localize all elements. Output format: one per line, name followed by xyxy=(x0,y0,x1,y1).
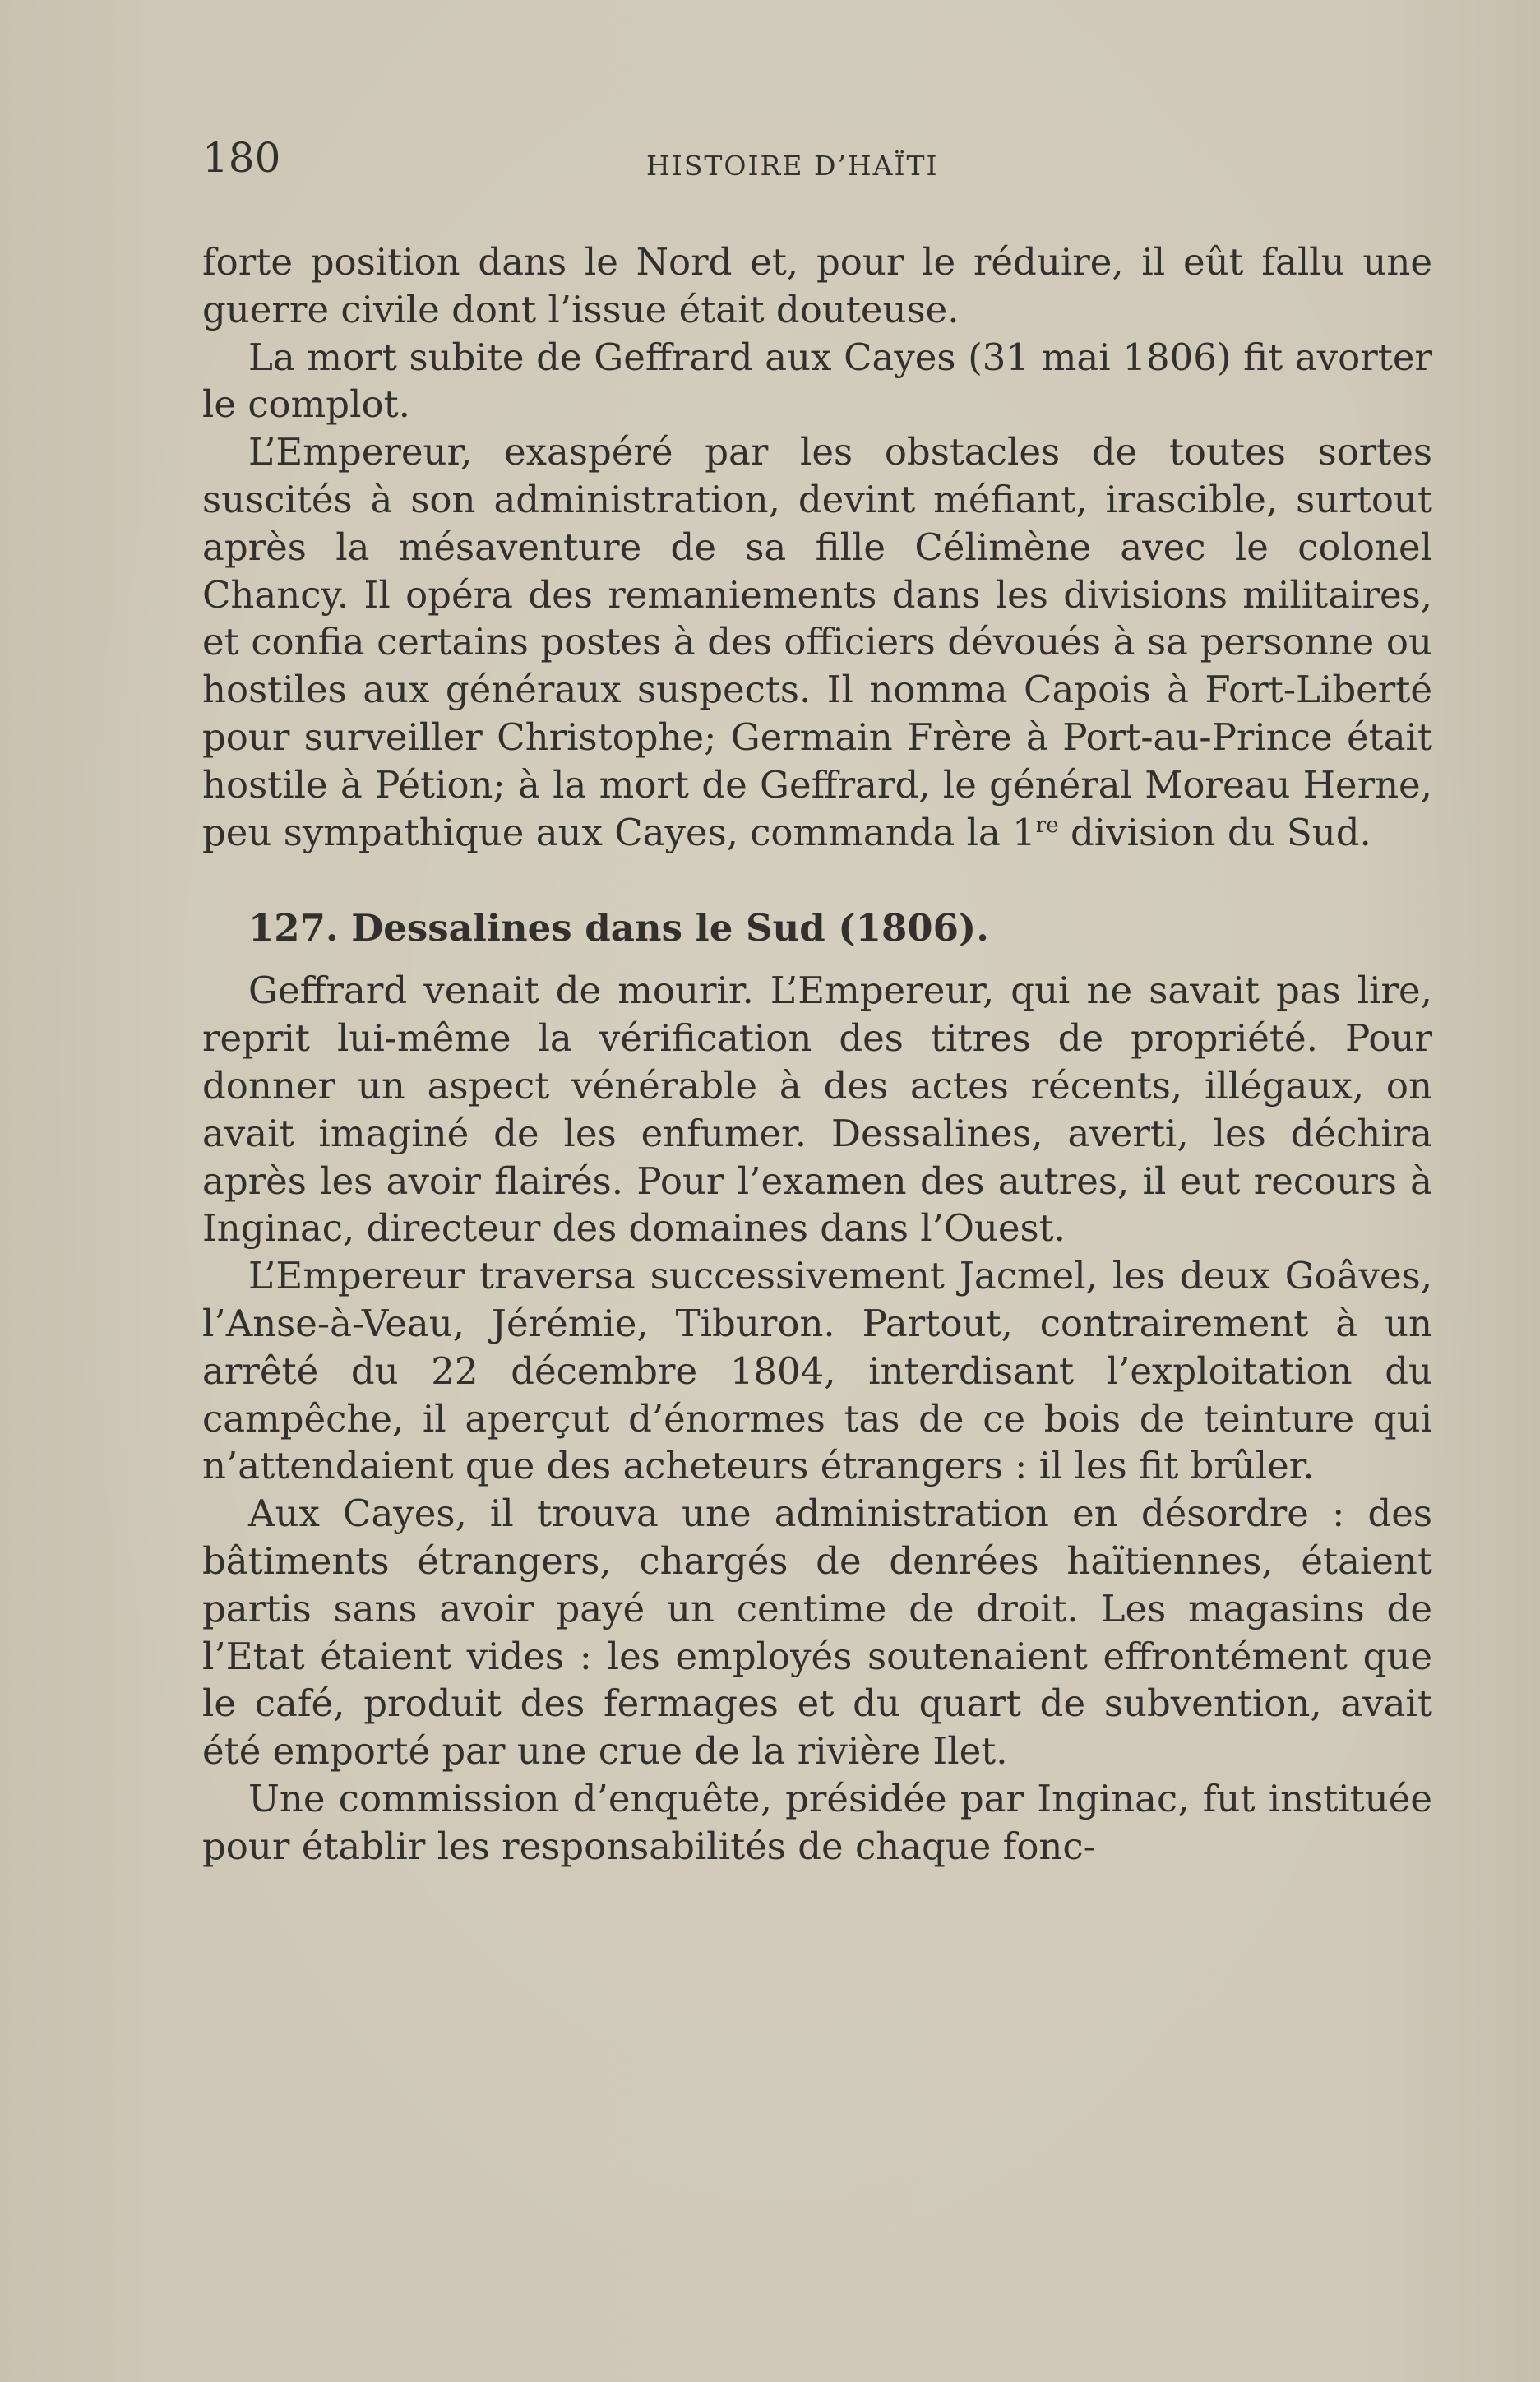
body-text xyxy=(202,238,1432,1871)
paragraph-3 xyxy=(202,428,1432,856)
page-header xyxy=(202,125,1436,191)
paragraph-2: La mort subite de Geffrard aux Cayes (31 mai 1806) fit avorter le complot. xyxy=(202,335,1432,427)
paragraph-5: L’Empereur traversa successivement Jacmel, les deux Goâves, l’Anse-à-Veau, Jérémie, Tiburon. Partout, contrairement à un arrêté du 22 décembre 1804, interdisant l’exploitation du campêche, il aperçut d’énormes tas de ce bois de teinture qui n’attendaient que des acheteurs étrangers : il les fit brûler. xyxy=(202,1254,1432,1488)
paragraph-7: Une commission d’enquête, présidée par Inginac, fut instituée pour établir les responsabilités de chaque fonc- xyxy=(202,1776,1432,1868)
paragraph-1: forte position dans le Nord et, pour le réduire, il eût fallu une guerre civile dont l’issue était douteuse. xyxy=(202,240,1432,331)
division-ordinal-suffix: re xyxy=(1035,812,1059,838)
paragraph-3-text: L’Empereur, exaspéré par les obstacles de toutes sortes suscités à son administration, devint méfiant, irascible, surtout après la mésaventure de sa fille Célimène avec le colonel Chancy. Il opéra des remaniements dans les divisions militaires, et confia certains postes à des officiers dévoués à sa personne ou hostiles aux généraux suspects. Il nomma Capois à Fort-Liberté pour surveiller Christophe; Germain Frère à Port-au-Prince était hostile à Pétion; à la mort de Geffrard, le général Moreau Herne, peu sympathique aux Cayes, commanda la xyxy=(202,430,1432,854)
division-ordinal: 1 xyxy=(1012,810,1036,854)
running-title: HISTOIRE D’HAÏTI xyxy=(646,150,939,182)
division-tail: division du Sud. xyxy=(1070,810,1371,854)
page-number: 180 xyxy=(202,134,281,182)
section-heading: 127. Dessalines dans le Sud (1806). xyxy=(248,906,989,950)
paragraph-4: Geffrard venait de mourir. L’Empereur, qui ne savait pas lire, reprit lui-même la vérification des titres de propriété. Pour donner un aspect vénérable à des actes récents, illégaux, on avait imaginé de les enfumer. Dessalines, averti, les déchira après les avoir flairés. Pour l’examen des autres, il eut recours à Inginac, directeur des domaines dans l’Ouest. xyxy=(202,969,1432,1251)
paragraph-6: Aux Cayes, il trouva une administration en désordre : des bâtiments étrangers, chargés de denrées haïtiennes, étaient partis sans avoir payé un centime de droit. Les magasins de l’Etat étaient vides : les employés soutenaient effrontément que le café, produit des fermages et du quart de subvention, avait été emporté par une crue de la rivière Ilet. xyxy=(202,1492,1432,1774)
